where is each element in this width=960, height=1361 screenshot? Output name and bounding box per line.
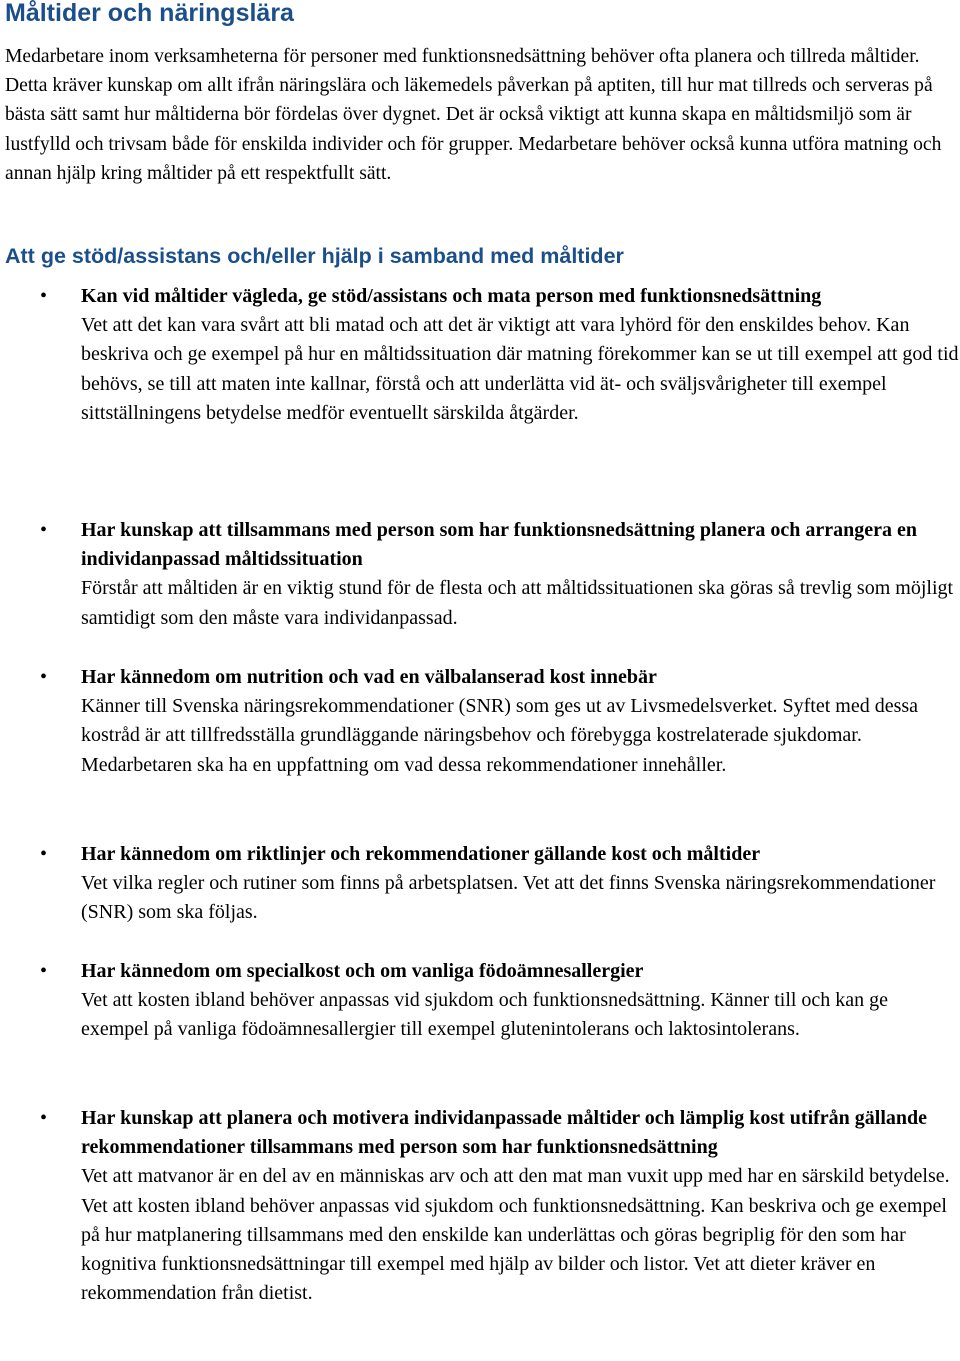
list-item-heading: Har kännedom om nutrition och vad en välbalanserad kost innebär (81, 666, 657, 688)
section-heading: Att ge stöd/assistans och/eller hjälp i samband med måltider (5, 244, 624, 268)
list-item-body (81, 282, 960, 428)
list-item-text: Vet vilka regler och rutiner som finns på arbetsplatsen. Vet att det finns Svenska näringsrekommendationer (SNR) som ska följas. (81, 872, 936, 924)
list-item-body (81, 663, 960, 780)
list-item-body (81, 957, 960, 1045)
list-item-text: Vet att kosten ibland behöver anpassas vid sjukdom och funktionsnedsättning. Känner till och kan ge exempel på vanliga födoämnesallergier till exempel glutenintolerans och laktosintolerans. (81, 989, 889, 1041)
bullet-icon: • (40, 519, 48, 541)
list-item-text: Vet att matvanor är en del av en människas arv och att den mat man vuxit upp med har en särskild betydelse. Vet att kosten ibland behöver anpassas vid sjukdom och funktionsnedsättning. Kan beskriva och ge exempel på hur matplanering tillsammans med den enskilde kan underlättas och göras begriplig för den som har kognitiva funktionsnedsättningar till exempel med hjälp av bilder och listor. Vet att dieter kräver en rekommendation från dietist. (81, 1165, 950, 1305)
list-item-heading: Har kännedom om specialkost och om vanliga födoämnesallergier (81, 960, 644, 982)
list-item-text: Känner till Svenska näringsrekommendationer (SNR) som ges ut av Livsmedelsverket. Syftet med dessa kostråd är att tillfredsställa grundläggande näringsbehov och förebygga kostrelaterade sjukdomar. Medarbetaren ska ha en uppfattning om vad dessa rekommendationer innehåller. (81, 695, 919, 776)
list-item-text: Vet att det kan vara svårt att bli matad och att det är viktigt att vara lyhörd för den enskildes behov. Kan beskriva och ge exempel på hur en måltidssituation där matning förekommer kan se ut till exempel att god tid behövs, se till att maten inte kallnar, förstå och att underlätta vid ät- och sväljsvårigheter till exempel sittställningens betydelse medför eventuellt särskilda åtgärder. (81, 314, 959, 424)
list-item-text: Förstår att måltiden är en viktig stund för de flesta och att måltidssituationen ska göras så trevlig som möjligt samtidigt som den måste vara individanpassad. (81, 577, 954, 629)
list-item-heading: Har kännedom om riktlinjer och rekommendationer gällande kost och måltider (81, 843, 761, 865)
list-item-heading: Kan vid måltider vägleda, ge stöd/assistans och mata person med funktionsnedsättning (81, 285, 822, 307)
bullet-icon: • (40, 285, 48, 307)
intro-paragraph: Medarbetare inom verksamheterna för personer med funktionsnedsättning behöver ofta planera och tillreda måltider. Detta kräver kunskap om allt ifrån näringslära och läkemedels påverkan på aptiten, till hur mat tillreds och serveras på bästa sätt samt hur måltiderna bör fördelas över dygnet. Det är också viktigt att kunna skapa en måltidsmiljö som är lustfylld och trivsam både för enskilda individer och för grupper. Medarbetare behöver också kunna utföra matning och annan hjälp kring måltider på ett respektfullt sätt. (5, 46, 942, 184)
list-item-heading: Har kunskap att tillsammans med person som har funktionsnedsättning planera och arrangera en individanpassad måltidssituation (81, 519, 918, 571)
list-item-body (81, 840, 960, 928)
list-item-body (81, 1104, 960, 1308)
list-item-body (81, 516, 960, 633)
bullet-icon: • (40, 843, 48, 865)
bullet-icon: • (40, 1107, 48, 1129)
bullet-icon: • (40, 666, 48, 688)
page-title: Måltider och näringslära (5, 0, 294, 27)
bullet-icon: • (40, 960, 48, 982)
list-item-heading: Har kunskap att planera och motivera individanpassade måltider och lämplig kost utifrån gällande rekommendationer tillsammans med person som har funktionsnedsättning (81, 1107, 928, 1159)
